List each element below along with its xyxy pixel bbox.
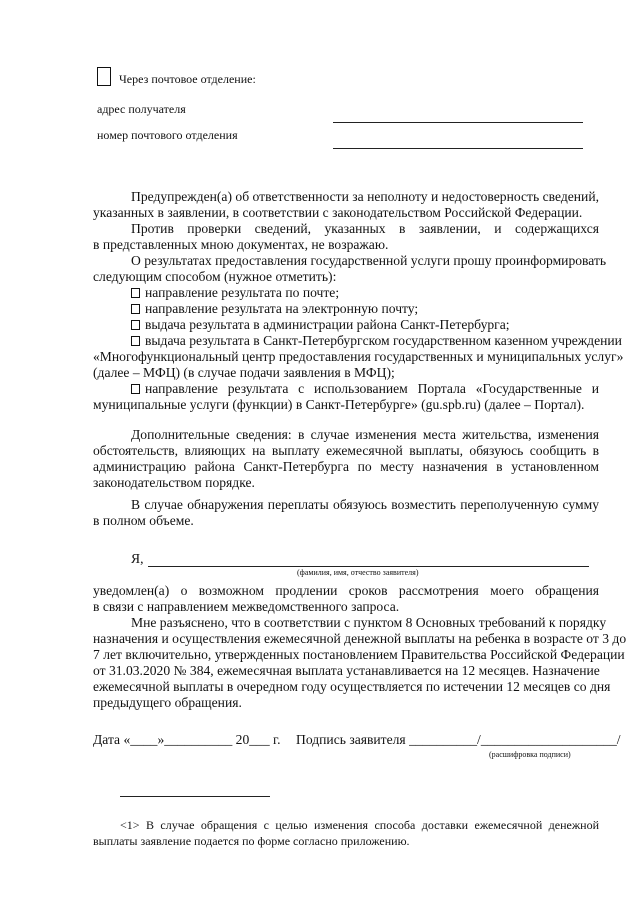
address-label: адрес получателя xyxy=(97,102,186,116)
signature-caption: (расшифровка подписи) xyxy=(489,750,571,759)
option-mfc[interactable] xyxy=(131,333,622,349)
address-line[interactable] xyxy=(333,122,583,123)
option-mfc-checkbox[interactable] xyxy=(131,336,140,346)
option-admin-label: выдача результата в администрации района Санкт-Петербурга; xyxy=(145,317,510,332)
warning-line-3: Против проверки сведений, указанных в заявлении, и содержащихся xyxy=(131,221,599,236)
option-portal-checkbox[interactable] xyxy=(131,384,140,394)
option-email-label: направление результата на электронную почту; xyxy=(145,301,419,316)
overpay-line-1: В случае обнаружения переплаты обязуюсь возместить переполученную сумму xyxy=(131,497,599,512)
extra-line-3: администрацию района Санкт-Петербурга по месту назначения в установленном xyxy=(93,459,599,474)
notice-line-1: уведомлен(а) о возможном продлении сроков рассмотрения моего обращения xyxy=(93,583,599,598)
option-mfc-label: выдача результата в Санкт-Петербургском государственном казенном учреждении xyxy=(145,333,622,348)
warning-line-2: указанных в заявлении, в соответствии с законодательством Российской Федерации. xyxy=(93,205,583,220)
warning-line-1: Предупрежден(а) об ответственности за неполноту и недостоверность сведений, xyxy=(131,189,599,204)
extra-line-2: обстоятельств, влияющих на выплату ежемесячной выплаты, обязуюсь сообщить в xyxy=(93,443,599,458)
date-field[interactable]: Дата «____»__________ 20___ г. xyxy=(93,732,281,747)
notice-line-8: предыдущего обращения. xyxy=(93,695,242,710)
option-admin-checkbox[interactable] xyxy=(131,320,140,330)
option-portal-line-2: муниципальные услуги (функции) в Санкт-Петербурге» (gu.spb.ru) (далее – Портал). xyxy=(93,397,585,412)
option-portal-label: направление результата с использованием Портала «Государственные и xyxy=(145,381,599,396)
notify-line-2: следующим способом (нужное отметить): xyxy=(93,269,337,284)
applicant-caption: (фамилия, имя, отчество заявителя) xyxy=(297,568,419,577)
footnote-line-2: выплаты заявление подается по форме согласно приложению. xyxy=(93,834,410,848)
warning-line-4: в представленных мною документах, не возражаю. xyxy=(93,237,389,252)
notice-line-6: от 31.03.2020 № 384, ежемесячная выплата устанавливается на 12 месяцев. Назначение xyxy=(93,663,600,678)
option-mfc-line-3: (далее – МФЦ) (в случае подачи заявления в МФЦ); xyxy=(93,365,395,380)
extra-line-4: законодательством порядке. xyxy=(93,475,255,490)
notify-line-1: О результатах предоставления государственной услуги прошу проинформировать xyxy=(131,253,607,268)
option-mail-label: направление результата по почте; xyxy=(145,285,340,300)
notice-line-5: 7 лет включительно, утвержденных постановлением Правительства Российской Федерации xyxy=(93,647,625,662)
option-mail-checkbox[interactable] xyxy=(131,288,140,298)
postal-checkbox[interactable] xyxy=(97,67,111,86)
signature-field[interactable]: Подпись заявителя __________/____________________/ xyxy=(296,732,621,747)
overpay-line-2: в полном объеме. xyxy=(93,513,194,528)
footnote-divider xyxy=(120,796,270,797)
option-admin[interactable] xyxy=(131,317,599,333)
option-mail[interactable] xyxy=(131,285,599,301)
option-mfc-line-2: «Многофункциональный центр предоставления государственных и муниципальных услуг» xyxy=(93,349,624,364)
option-email-checkbox[interactable] xyxy=(131,304,140,314)
extra-line-1: Дополнительные сведения: в случае изменения места жительства, изменения xyxy=(131,427,599,442)
postal-heading: Через почтовое отделение: xyxy=(119,72,256,86)
notice-line-3: Мне разъяснено, что в соответствии с пунктом 8 Основных требований к порядку xyxy=(131,615,607,630)
post-office-line[interactable] xyxy=(333,148,583,149)
notice-line-7: ежемесячной выплаты в очередном году осуществляется по истечении 12 месяцев со дня xyxy=(93,679,611,694)
post-office-label: номер почтового отделения xyxy=(97,128,238,142)
notice-line-2: в связи с направлением межведомственного запроса. xyxy=(93,599,400,614)
option-portal[interactable] xyxy=(131,381,599,397)
applicant-name-line[interactable] xyxy=(148,566,589,567)
option-email[interactable] xyxy=(131,301,599,317)
applicant-prefix: Я, xyxy=(131,551,144,566)
footnote-line-1: <1> В случае обращения с целью изменения способа доставки ежемесячной денежной xyxy=(120,818,599,832)
notice-line-4: назначения и осуществления ежемесячной денежной выплаты на ребенка в возрасте от 3 до xyxy=(93,631,627,646)
